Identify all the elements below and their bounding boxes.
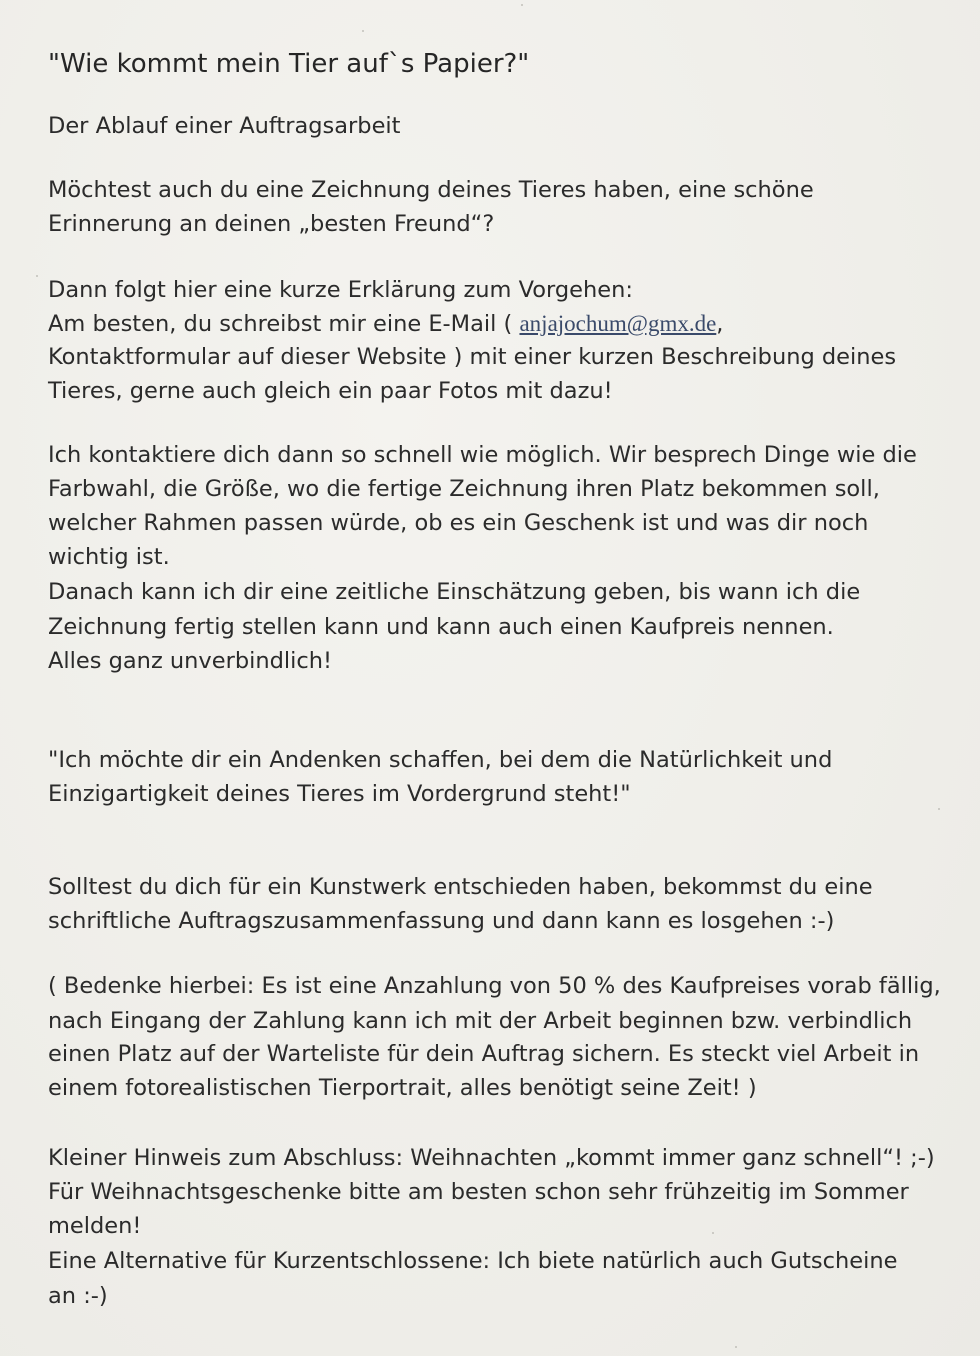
process-line-3: welcher Rahmen passen würde, ob es ein Geschenk ist und was dir noch	[48, 510, 869, 536]
contact-line-4: Tieres, gerne auch gleich ein paar Fotos mit dazu!	[48, 378, 613, 404]
intro-line-2: Erinnerung an deinen „besten Freund“?	[48, 211, 495, 237]
process-line-7: Alles ganz unverbindlich!	[48, 648, 333, 674]
closing-line-2: Für Weihnachtsgeschenke bitte am besten schon sehr frühzeitig im Sommer	[48, 1179, 909, 1205]
paper-speck	[712, 1232, 714, 1234]
contact-line-2-suffix: ,	[716, 311, 724, 337]
email-link[interactable]: anjajochum@gmx.de	[519, 311, 717, 336]
note-line-4: einem fotorealistischen Tierportrait, alles benötigt seine Zeit! )	[48, 1075, 757, 1101]
order-line-1: Solltest du dich für ein Kunstwerk entschieden haben, bekommst du eine	[48, 874, 873, 900]
intro-line-1: Möchtest auch du eine Zeichnung deines Tieres haben, eine schöne	[48, 177, 814, 203]
contact-line-3: Kontaktformular auf dieser Website ) mit einer kurzen Beschreibung deines	[48, 344, 897, 370]
paper-speck	[735, 1346, 737, 1348]
note-line-3: einen Platz auf der Warteliste für dein Auftrag sichern. Es steckt viel Arbeit in	[48, 1041, 920, 1067]
contact-line-1: Dann folgt hier eine kurze Erklärung zum Vorgehen:	[48, 277, 633, 303]
closing-line-3: melden!	[48, 1213, 142, 1239]
quote-line-1: "Ich möchte dir ein Andenken schaffen, bei dem die Natürlichkeit und	[48, 747, 833, 773]
closing-line-1: Kleiner Hinweis zum Abschluss: Weihnachten „kommt immer ganz schnell“! ;-)	[48, 1145, 935, 1171]
subtitle: Der Ablauf einer Auftragsarbeit	[48, 113, 401, 139]
page-title: "Wie kommt mein Tier auf`s Papier?"	[48, 49, 530, 79]
process-line-6: Zeichnung fertig stellen kann und kann auch einen Kaufpreis nennen.	[48, 614, 834, 640]
paper-speck	[36, 275, 38, 277]
quote-line-2: Einzigartigkeit deines Tieres im Vordergrund steht!"	[48, 781, 631, 807]
contact-line-2	[48, 307, 723, 341]
process-line-1: Ich kontaktiere dich dann so schnell wie möglich. Wir besprech Dinge wie die	[48, 442, 917, 468]
closing-line-5: an :-)	[48, 1283, 108, 1309]
paper-speck	[362, 30, 364, 32]
process-line-5: Danach kann ich dir eine zeitliche Einschätzung geben, bis wann ich die	[48, 579, 861, 605]
contact-line-2-prefix: Am besten, du schreibst mir eine E-Mail (	[48, 311, 520, 337]
process-line-4: wichtig ist.	[48, 544, 170, 570]
process-line-2: Farbwahl, die Größe, wo die fertige Zeichnung ihren Platz bekommen soll,	[48, 476, 880, 502]
note-line-1: ( Bedenke hierbei: Es ist eine Anzahlung von 50 % des Kaufpreises vorab fällig,	[48, 973, 941, 999]
paper-speck	[521, 4, 523, 6]
order-line-2: schriftliche Auftragszusammenfassung und dann kann es losgehen :-)	[48, 908, 835, 934]
note-line-2: nach Eingang der Zahlung kann ich mit der Arbeit beginnen bzw. verbindlich	[48, 1008, 913, 1034]
closing-line-4: Eine Alternative für Kurzentschlossene: Ich biete natürlich auch Gutscheine	[48, 1248, 898, 1274]
paper-speck	[938, 808, 940, 810]
